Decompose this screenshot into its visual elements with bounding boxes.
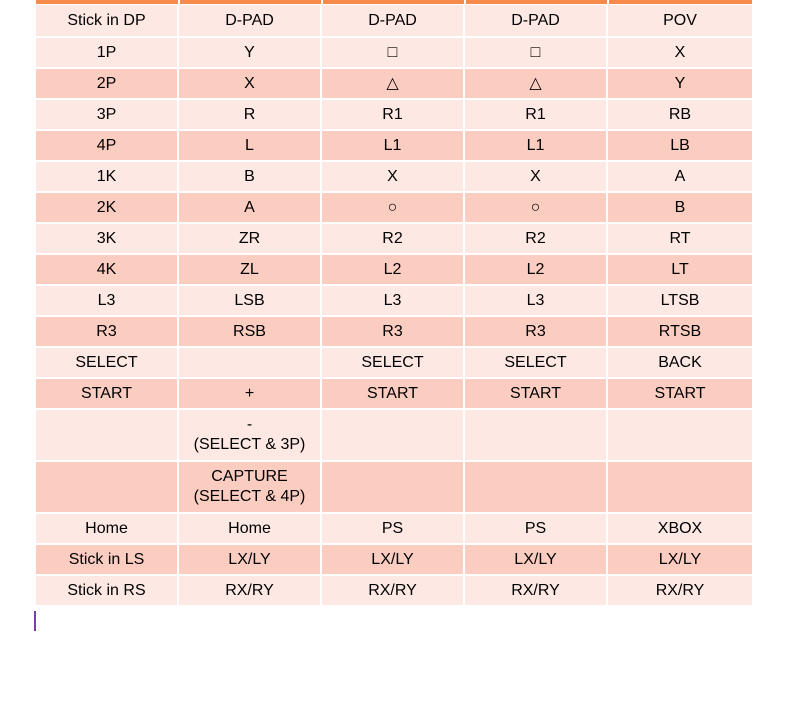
table-cell — [465, 462, 608, 514]
table-cell: RT — [608, 224, 752, 255]
table-cell: LX/LY — [322, 545, 465, 576]
column-divider — [464, 0, 466, 4]
table-cell: Y — [179, 38, 322, 69]
table-cell: Stick in DP — [36, 5, 179, 38]
column-divider — [321, 0, 323, 4]
table-cell: RTSB — [608, 317, 752, 348]
table-cell: R2 — [322, 224, 465, 255]
table-cell: START — [465, 379, 608, 410]
table-cell: L3 — [322, 286, 465, 317]
table-cell: PS — [465, 514, 608, 545]
table-cell: Stick in LS — [36, 545, 179, 576]
table-cell: B — [179, 162, 322, 193]
table-cell: 3P — [36, 100, 179, 131]
table-cell: L1 — [465, 131, 608, 162]
table-cell: RSB — [179, 317, 322, 348]
table-cell: D-PAD — [322, 5, 465, 38]
table-cell: RB — [608, 100, 752, 131]
table-cell — [322, 462, 465, 514]
table-cell: D-PAD — [465, 5, 608, 38]
table-row — [36, 131, 752, 162]
table-cell — [322, 410, 465, 462]
table-row — [36, 379, 752, 410]
table-cell: R3 — [36, 317, 179, 348]
table-cell: B — [608, 193, 752, 224]
table-cell: 1K — [36, 162, 179, 193]
table-cell: 1P — [36, 38, 179, 69]
table-cell: □ — [322, 38, 465, 69]
table-cell: A — [179, 193, 322, 224]
table-cell: SELECT — [322, 348, 465, 379]
table-cell: R3 — [322, 317, 465, 348]
table-cell: 4K — [36, 255, 179, 286]
table-row — [36, 462, 752, 514]
table-cell: △ — [322, 69, 465, 100]
table-cell: L3 — [465, 286, 608, 317]
table-cell: XBOX — [608, 514, 752, 545]
table-cell: L2 — [322, 255, 465, 286]
table-row — [36, 545, 752, 576]
table-cell: 4P — [36, 131, 179, 162]
table-row — [36, 193, 752, 224]
table-cell: Y — [608, 69, 752, 100]
table-cell: 2K — [36, 193, 179, 224]
table-cell — [36, 410, 179, 462]
table-cell: LX/LY — [179, 545, 322, 576]
button-mapping-table — [36, 5, 752, 607]
table-cell: X — [322, 162, 465, 193]
column-divider — [607, 0, 609, 4]
table-cell: R1 — [322, 100, 465, 131]
table-cell: RX/RY — [322, 576, 465, 607]
column-divider — [178, 0, 180, 4]
table-cell: SELECT — [36, 348, 179, 379]
table-cell: L — [179, 131, 322, 162]
table-cell: X — [608, 38, 752, 69]
table-cell: + — [179, 379, 322, 410]
table-row — [36, 5, 752, 38]
table-row — [36, 69, 752, 100]
table-cell: BACK — [608, 348, 752, 379]
table-cell: R — [179, 100, 322, 131]
table-cell: R1 — [465, 100, 608, 131]
table-cell: L1 — [322, 131, 465, 162]
table-cell: ZL — [179, 255, 322, 286]
table-cell: Home — [179, 514, 322, 545]
table-cell: A — [608, 162, 752, 193]
table-row — [36, 162, 752, 193]
table-row — [36, 224, 752, 255]
table-cell: ○ — [465, 193, 608, 224]
table-cell: X — [465, 162, 608, 193]
table-cell: START — [36, 379, 179, 410]
table-cell: - (SELECT & 3P) — [179, 410, 322, 462]
table-cell: START — [608, 379, 752, 410]
table-top-band — [36, 0, 752, 4]
table-cell: D-PAD — [179, 5, 322, 38]
table-cell: SELECT — [465, 348, 608, 379]
table-cell: R2 — [465, 224, 608, 255]
table-cell: LTSB — [608, 286, 752, 317]
table-cell: L3 — [36, 286, 179, 317]
table-cell: R3 — [465, 317, 608, 348]
table-row — [36, 514, 752, 545]
table-cell — [36, 462, 179, 514]
table-cell — [608, 410, 752, 462]
table-cell: △ — [465, 69, 608, 100]
table-row — [36, 38, 752, 69]
table-cell: RX/RY — [465, 576, 608, 607]
table-cell — [465, 410, 608, 462]
table-cell: Stick in RS — [36, 576, 179, 607]
table-cell: POV — [608, 5, 752, 38]
table-cell: Home — [36, 514, 179, 545]
table-cell: PS — [322, 514, 465, 545]
table-row — [36, 317, 752, 348]
table-cell: LT — [608, 255, 752, 286]
table-cell: LX/LY — [465, 545, 608, 576]
table-cell: LX/LY — [608, 545, 752, 576]
row-marker — [34, 611, 36, 631]
table-cell: 3K — [36, 224, 179, 255]
table-cell: 2P — [36, 69, 179, 100]
table-row — [36, 410, 752, 462]
table-row — [36, 576, 752, 607]
table-cell: RX/RY — [608, 576, 752, 607]
table-row — [36, 100, 752, 131]
table-cell: ○ — [322, 193, 465, 224]
table-cell: CAPTURE (SELECT & 4P) — [179, 462, 322, 514]
table-cell: L2 — [465, 255, 608, 286]
table-cell: LB — [608, 131, 752, 162]
table-cell — [179, 348, 322, 379]
table-cell: □ — [465, 38, 608, 69]
table-row — [36, 286, 752, 317]
table-cell: RX/RY — [179, 576, 322, 607]
table-row — [36, 348, 752, 379]
table-row — [36, 255, 752, 286]
table-cell: LSB — [179, 286, 322, 317]
table-cell: START — [322, 379, 465, 410]
table-cell: ZR — [179, 224, 322, 255]
table-cell: X — [179, 69, 322, 100]
table-cell — [608, 462, 752, 514]
